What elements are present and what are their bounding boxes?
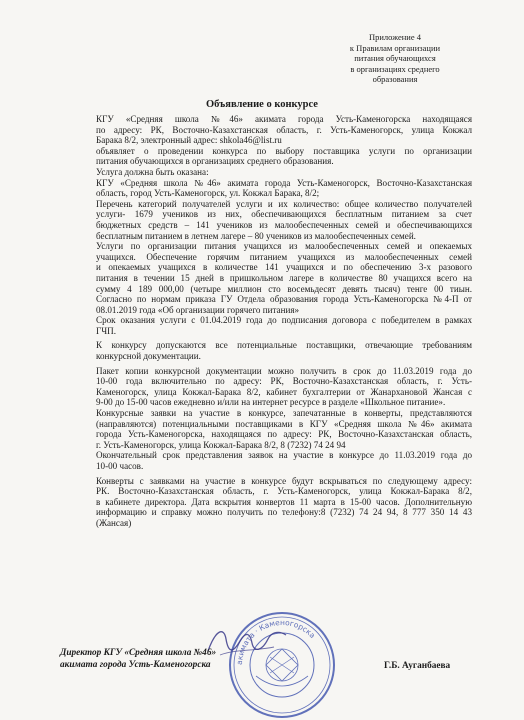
text-line: бесплатным питанием в летнем лагере – 80 учеников из малообеспеченных семей.: [96, 230, 416, 241]
signatory-position: [60, 647, 216, 671]
text-line: ГЧП.: [96, 325, 117, 336]
seal-ring-text: акимата · Каменогорска: [234, 617, 318, 666]
text-line: К конкурсу допускаются все потенциальные поставщики, отвечающие требованиям: [96, 340, 472, 351]
text-line: 10-00 часов.: [96, 461, 144, 471]
paragraph: [96, 340, 472, 361]
text-line: 08.01.2019 года «Об организации горячего питания»: [96, 304, 300, 315]
text-line: КГУ «Средняя школа №46» акимата города Усть-Каменогорска находящаяся: [96, 114, 472, 124]
text-line: Услуги по организации питания учащихся из малообеспеченных семей и опекаемых: [96, 241, 472, 252]
signatory-position-line: акимата города Усть-Каменогорска: [60, 660, 211, 670]
annex-line: питания обучающихся: [354, 53, 436, 63]
text-line: Согласно по нормам приказа ГУ Отдела образования города Усть-Каменогорска №4-П от: [96, 294, 472, 305]
text-line: г. Усть-Каменогорск, улица Кокжал-Барака 8/2, 8 (7232) 74 24 94: [96, 439, 346, 450]
signatory-position-line: Директор КГУ «Средняя школа №46»: [60, 648, 217, 658]
paragraph: [96, 241, 472, 315]
text-line: Перечень категорий получателей услуги и их количество: общее количество получателей: [96, 198, 472, 209]
text-line: питания обучающихся в организациях среднего образования.: [96, 156, 334, 167]
text-line: объявляет о проведении конкурса по выбору поставщика услуги по организации: [96, 145, 472, 156]
text-line: (Жансая): [96, 517, 132, 528]
annex-line: Приложение 4: [369, 32, 421, 42]
text-line: информацию и справку можно получить по телефону:8 (7232) 74 24 94, 8 777 350 14 43: [96, 507, 472, 518]
paragraph: [96, 178, 472, 199]
text-line: область, город Усть-Каменогорск, ул. Кокжал Барака, 8/2;: [96, 188, 320, 199]
text-line: (направляются) потенциальными поставщиками в КГУ «Средняя школа №46» акимата: [96, 418, 472, 429]
text-line: Срок оказания услуги с 01.04.2019 года до подписания договора с победителем в рамках: [96, 315, 472, 326]
text-line: Окончательный срок представления заявок на участие в конкурсе до 11.03.2019 года до: [96, 450, 472, 461]
document-title: Объявление о конкурсе: [206, 99, 318, 110]
paragraph: [96, 476, 472, 529]
paragraph: [96, 146, 472, 167]
annex-line: в организациях среднего: [350, 63, 440, 74]
text-line: Пакет копии конкурсной документации можно получить в срок до 11.03.2019 года до: [96, 365, 472, 376]
text-line: Каменогорск, улица Кокжал-Барака 8/2, кабинет бухгалтерии от Жанархановой Жансая с: [96, 386, 472, 397]
text-line: 9-00 до 15-00 часов ежедневно и/или на интернет ресурсе в разделе «Школьное питание».: [96, 397, 446, 408]
paragraph: [96, 114, 472, 146]
annex-line: образования: [372, 74, 418, 84]
text-line: города Усть-Каменогорска, находящаяся по адресу: РК, Восточно-Казахстанская область,: [96, 429, 472, 440]
text-line: Услуга должна быть оказана:: [96, 166, 209, 177]
text-line: бюджетных средств – 141 учеников из малообеспеченных семей и обеспечивающихся: [96, 219, 472, 230]
paragraph: [96, 199, 472, 241]
text-line: РК. Восточно-Казахстанская область, г. Усть-Каменогорск, улица Кокжал-Барака 8/2,: [96, 486, 472, 497]
text-line: конкурсной документации.: [96, 351, 201, 362]
paragraph: [96, 167, 472, 178]
announcement-body: [96, 114, 472, 529]
annex-note: [322, 32, 468, 85]
paragraph: [96, 408, 472, 450]
text-line: услуги- 1679 учеников из них, обеспечивающихся бесплатным питанием за счет: [96, 209, 472, 220]
text-line: Конверты с заявками на участие в конкурсе будут вскрываться по следующему адресу:: [96, 475, 472, 486]
text-line: и опекаемых учащихся в количестве 141 учащихся и по обеспечению 3-х разового: [96, 262, 472, 273]
text-line: Барака 8/2, электронный адрес: shkola46@list.ru: [96, 135, 282, 146]
annex-line: к Правилам организации: [349, 42, 441, 53]
text-line: сумму 4 189 000,00 (четыре миллион сто восемьдесят девять тысяч) тенге 00 тиын.: [96, 283, 472, 294]
text-line: КГУ «Средняя школа №46» акимата города Усть-Каменогорск, Восточно-Казахстанская: [96, 177, 472, 188]
text-line: 10-00 года включительно по адресу: РК, Восточно-Казахстанская область, г. Усть-: [96, 376, 472, 387]
text-line: Конкурсные заявки на участие в конкурсе, запечатанные в конверты, представляются: [96, 408, 472, 419]
text-line: в кабинете директора. Дата вскрытия конвертов 11 марта в 15-00 часов. Дополнительную: [96, 496, 472, 507]
text-line: учащихся. Обеспечение горячим питанием учащихся из малообеспеченных семей: [96, 251, 472, 262]
signatory-name: Г.Б. Ауганбаева: [384, 661, 451, 671]
text-line: по адресу: РК, Восточно-Казахстанская область, г. Усть-Каменогорск, улица Кокжал: [96, 124, 472, 135]
paragraph: [96, 366, 472, 408]
text-line: питания в течении 15 дней в пришкольном лагере в количестве 80 учащихся всего на: [96, 272, 472, 283]
paragraph: [96, 450, 472, 471]
paragraph: [96, 315, 472, 336]
